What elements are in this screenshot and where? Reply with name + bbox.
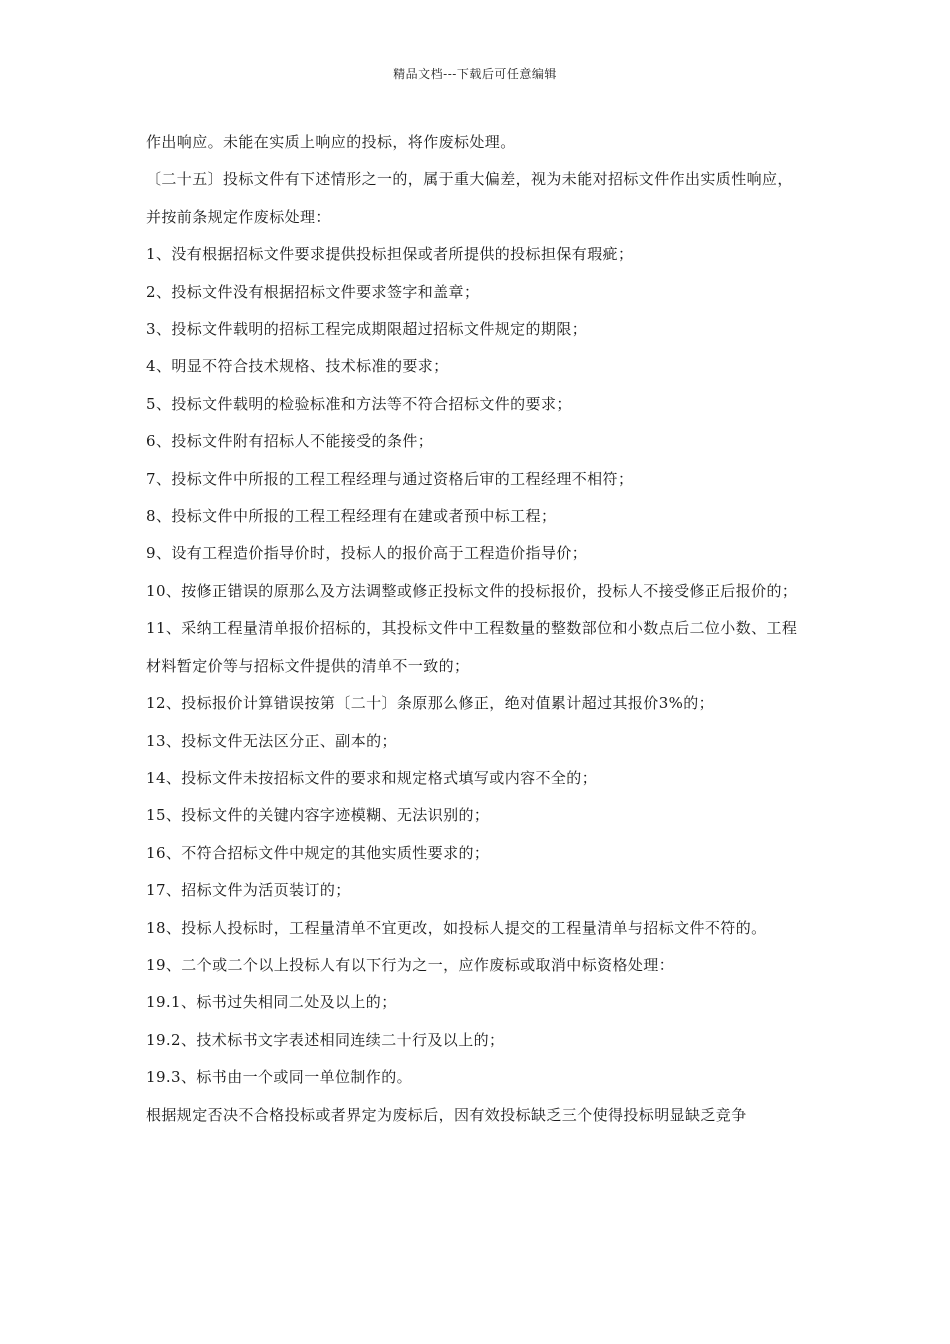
list-item: 10、按修正错误的原那么及方法调整或修正投标文件的投标报价，投标人不接受修正后报价的； (146, 581, 798, 600)
document-body (146, 124, 806, 1134)
sub-list-item: 19.1、标书过失相同二处及以上的； (146, 993, 397, 1012)
page-header: 精品文档---下载后可任意编辑 (393, 67, 557, 81)
list-item: 17、招标文件为活页装订的； (146, 881, 351, 900)
list-item: 7、投标文件中所报的工程工程经理与通过资格后审的工程经理不相符； (146, 469, 634, 488)
list-item: 8、投标文件中所报的工程工程经理有在建或者预中标工程； (146, 507, 557, 526)
list-item: 4、明显不符合技术规格、技术标准的要求； (146, 357, 449, 376)
list-item: 1、没有根据招标文件要求提供投标担保或者所提供的投标担保有瑕疵； (146, 245, 634, 264)
paragraph: 作出响应。未能在实质上响应的投标，将作废标处理。 (146, 133, 516, 151)
list-item: 3、投标文件载明的招标工程完成期限超过招标文件规定的期限； (146, 320, 588, 339)
list-item: 12、投标报价计算错误按第〔二十〕条原那么修正，绝对值累计超过其报价3%的； (146, 694, 715, 713)
list-item: 16、不符合招标文件中规定的其他实质性要求的； (146, 843, 490, 862)
list-item: 18、投标人投标时，工程量清单不宜更改，如投标人提交的工程量清单与招标文件不符的。 (146, 918, 767, 937)
list-item: 11、采纳工程量清单报价招标的，其投标文件中工程数量的整数部位和小数点后二位小数、工程材料暂定价等与招标文件提供的清单不一致的； (146, 619, 798, 675)
list-item: 9、设有工程造价指导价时，投标人的报价高于工程造价指导价； (146, 544, 588, 563)
sub-list-item: 19.2、技术标书文字表述相同连续二十行及以上的； (146, 1030, 505, 1049)
list-item: 19、二个或二个以上投标人有以下行为之一，应作废标或取消中标资格处理： (146, 955, 675, 974)
list-item: 6、投标文件附有招标人不能接受的条件； (146, 432, 434, 451)
paragraph: 根据规定否决不合格投标或者界定为废标后，因有效投标缺乏三个使得投标明显缺乏竞争 (146, 1105, 747, 1124)
sub-list-item: 19.3、标书由一个或同一单位制作的。 (146, 1068, 412, 1087)
list-item: 14、投标文件未按招标文件的要求和规定格式填写或内容不全的； (146, 768, 598, 787)
list-item: 5、投标文件载明的检验标准和方法等不符合招标文件的要求； (146, 394, 572, 413)
list-item: 15、投标文件的关键内容字迹模糊、无法识别的； (146, 806, 490, 825)
paragraph: 〔二十五〕投标文件有下述情形之一的，属于重大偏差，视为未能对招标文件作出实质性响应，并按前条规定作废标处理： (146, 170, 793, 226)
list-item: 2、投标文件没有根据招标文件要求签字和盖章； (146, 282, 480, 301)
list-item: 13、投标文件无法区分正、副本的； (146, 731, 397, 750)
